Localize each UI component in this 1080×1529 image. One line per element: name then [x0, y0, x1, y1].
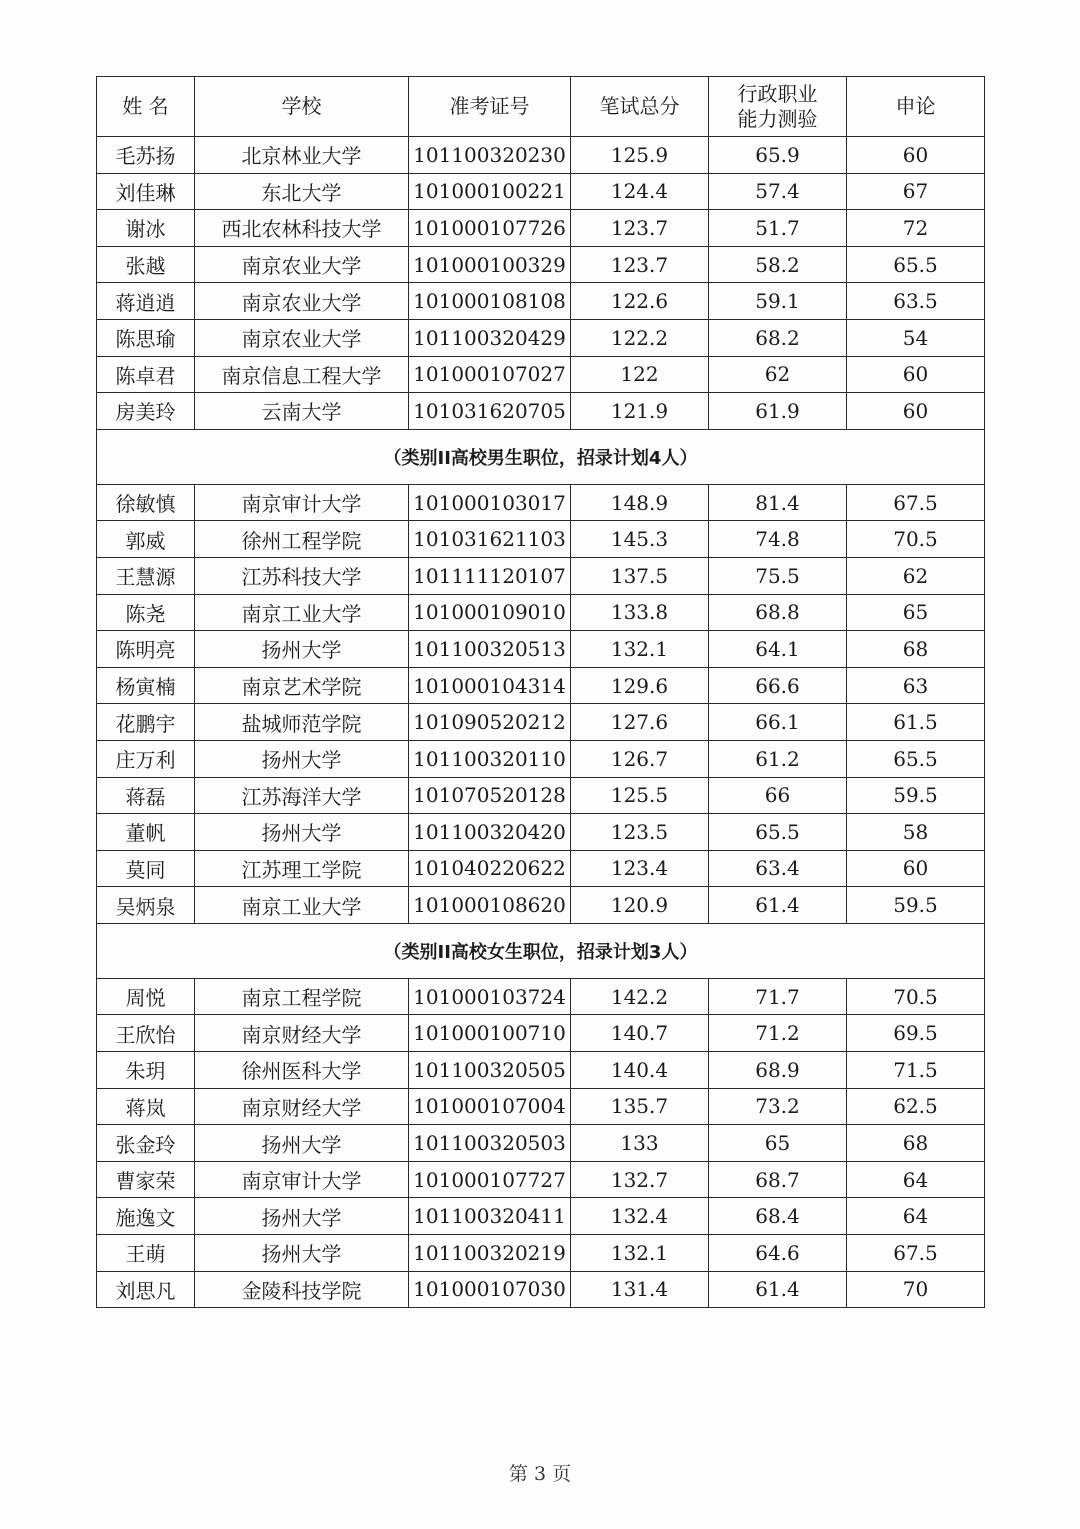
essay-cell: 63 — [847, 667, 985, 704]
exam-id-cell: 101000107030 — [409, 1271, 571, 1308]
written-total-cell: 133 — [571, 1125, 709, 1162]
section-heading-row — [97, 923, 985, 978]
exam-id-cell: 101000108620 — [409, 887, 571, 924]
table-row — [97, 1015, 985, 1052]
essay-cell: 62 — [847, 557, 985, 594]
name-cell: 郭威 — [97, 521, 195, 558]
admin-aptitude-cell: 65 — [709, 1125, 847, 1162]
essay-cell: 65 — [847, 594, 985, 631]
exam-id-cell: 101000107727 — [409, 1161, 571, 1198]
school-cell: 徐州医科大学 — [195, 1052, 409, 1089]
name-cell: 庄万利 — [97, 740, 195, 777]
header-row — [97, 77, 985, 137]
essay-cell: 60 — [847, 137, 985, 174]
table-row — [97, 319, 985, 356]
written-total-cell: 123.7 — [571, 246, 709, 283]
written-total-cell: 125.5 — [571, 777, 709, 814]
table-row — [97, 1235, 985, 1272]
exam-id-cell: 101000100221 — [409, 173, 571, 210]
name-cell: 吴炳泉 — [97, 887, 195, 924]
school-cell: 扬州大学 — [195, 631, 409, 668]
header-name: 姓 名 — [97, 77, 195, 137]
section-heading: （类别II高校男生职位，招录计划4人） — [97, 429, 985, 484]
school-cell: 南京农业大学 — [195, 319, 409, 356]
school-cell: 北京林业大学 — [195, 137, 409, 174]
exam-id-cell: 101000109010 — [409, 594, 571, 631]
table-row — [97, 137, 985, 174]
table-row — [97, 887, 985, 924]
table-row — [97, 1271, 985, 1308]
admin-aptitude-cell: 61.4 — [709, 887, 847, 924]
table-row — [97, 1198, 985, 1235]
name-cell: 谢冰 — [97, 210, 195, 247]
exam-id-cell: 101031621103 — [409, 521, 571, 558]
written-total-cell: 122.2 — [571, 319, 709, 356]
school-cell: 南京农业大学 — [195, 246, 409, 283]
essay-cell: 69.5 — [847, 1015, 985, 1052]
school-cell: 金陵科技学院 — [195, 1271, 409, 1308]
written-total-cell: 133.8 — [571, 594, 709, 631]
essay-cell: 58 — [847, 814, 985, 851]
written-total-cell: 132.1 — [571, 631, 709, 668]
exam-id-cell: 101090520212 — [409, 704, 571, 741]
name-cell: 蒋岚 — [97, 1088, 195, 1125]
written-total-cell: 123.4 — [571, 850, 709, 887]
essay-cell: 70.5 — [847, 978, 985, 1015]
section-heading: （类别II高校女生职位，招录计划3人） — [97, 923, 985, 978]
admin-aptitude-cell: 74.8 — [709, 521, 847, 558]
admin-aptitude-cell: 81.4 — [709, 484, 847, 521]
exam-id-cell: 101100320230 — [409, 137, 571, 174]
page-number: 第 3 页 — [508, 1463, 572, 1485]
essay-cell: 67.5 — [847, 1235, 985, 1272]
name-cell: 张越 — [97, 246, 195, 283]
admin-aptitude-cell: 61.4 — [709, 1271, 847, 1308]
school-cell: 南京艺术学院 — [195, 667, 409, 704]
essay-cell: 62.5 — [847, 1088, 985, 1125]
written-total-cell: 121.9 — [571, 393, 709, 430]
name-cell: 陈思瑜 — [97, 319, 195, 356]
written-total-cell: 123.5 — [571, 814, 709, 851]
table-row — [97, 484, 985, 521]
written-total-cell: 120.9 — [571, 887, 709, 924]
essay-cell: 60 — [847, 356, 985, 393]
essay-cell: 70.5 — [847, 521, 985, 558]
admin-aptitude-cell: 71.2 — [709, 1015, 847, 1052]
school-cell: 江苏科技大学 — [195, 557, 409, 594]
header-admin-aptitude — [709, 77, 847, 137]
table-row — [97, 777, 985, 814]
exam-id-cell: 101111120107 — [409, 557, 571, 594]
table-row — [97, 210, 985, 247]
table-row — [97, 356, 985, 393]
header-exam-id: 准考证号 — [409, 77, 571, 137]
written-total-cell: 140.7 — [571, 1015, 709, 1052]
exam-id-cell: 101000107726 — [409, 210, 571, 247]
exam-id-cell: 101000108108 — [409, 283, 571, 320]
admin-aptitude-cell: 66.1 — [709, 704, 847, 741]
exam-id-cell: 101000100329 — [409, 246, 571, 283]
written-total-cell: 145.3 — [571, 521, 709, 558]
essay-cell: 54 — [847, 319, 985, 356]
written-total-cell: 148.9 — [571, 484, 709, 521]
header-written-total: 笔试总分 — [571, 77, 709, 137]
essay-cell: 61.5 — [847, 704, 985, 741]
table-row — [97, 704, 985, 741]
written-total-cell: 124.4 — [571, 173, 709, 210]
name-cell: 王慧源 — [97, 557, 195, 594]
admin-aptitude-cell: 73.2 — [709, 1088, 847, 1125]
essay-cell: 70 — [847, 1271, 985, 1308]
admin-aptitude-cell: 58.2 — [709, 246, 847, 283]
name-cell: 房美玲 — [97, 393, 195, 430]
table-row — [97, 631, 985, 668]
admin-aptitude-cell: 66.6 — [709, 667, 847, 704]
name-cell: 莫同 — [97, 850, 195, 887]
exam-id-cell: 101100320503 — [409, 1125, 571, 1162]
score-table — [96, 76, 985, 1308]
name-cell: 蒋逍逍 — [97, 283, 195, 320]
written-total-cell: 122 — [571, 356, 709, 393]
admin-aptitude-cell: 65.9 — [709, 137, 847, 174]
exam-id-cell: 101100320411 — [409, 1198, 571, 1235]
school-cell: 江苏海洋大学 — [195, 777, 409, 814]
written-total-cell: 131.4 — [571, 1271, 709, 1308]
table-row — [97, 814, 985, 851]
name-cell: 刘思凡 — [97, 1271, 195, 1308]
admin-aptitude-cell: 61.9 — [709, 393, 847, 430]
school-cell: 盐城师范学院 — [195, 704, 409, 741]
written-total-cell: 129.6 — [571, 667, 709, 704]
exam-id-cell: 101000103017 — [409, 484, 571, 521]
school-cell: 南京工程学院 — [195, 978, 409, 1015]
exam-id-cell: 101000103724 — [409, 978, 571, 1015]
exam-id-cell: 101100320429 — [409, 319, 571, 356]
school-cell: 扬州大学 — [195, 1198, 409, 1235]
table-row — [97, 667, 985, 704]
written-total-cell: 140.4 — [571, 1052, 709, 1089]
admin-aptitude-cell: 64.1 — [709, 631, 847, 668]
header-school: 学校 — [195, 77, 409, 137]
admin-aptitude-cell: 63.4 — [709, 850, 847, 887]
exam-id-cell: 101100320219 — [409, 1235, 571, 1272]
written-total-cell: 122.6 — [571, 283, 709, 320]
admin-aptitude-cell: 62 — [709, 356, 847, 393]
essay-cell: 59.5 — [847, 887, 985, 924]
admin-aptitude-cell: 64.6 — [709, 1235, 847, 1272]
admin-aptitude-cell: 71.7 — [709, 978, 847, 1015]
admin-aptitude-cell: 65.5 — [709, 814, 847, 851]
admin-aptitude-cell: 51.7 — [709, 210, 847, 247]
school-cell: 扬州大学 — [195, 814, 409, 851]
exam-id-cell: 101100320505 — [409, 1052, 571, 1089]
admin-aptitude-cell: 57.4 — [709, 173, 847, 210]
name-cell: 王欣怡 — [97, 1015, 195, 1052]
table-row — [97, 246, 985, 283]
table-body — [97, 137, 985, 1308]
name-cell: 施逸文 — [97, 1198, 195, 1235]
school-cell: 南京审计大学 — [195, 1161, 409, 1198]
school-cell: 扬州大学 — [195, 740, 409, 777]
admin-aptitude-cell: 68.4 — [709, 1198, 847, 1235]
essay-cell: 65.5 — [847, 740, 985, 777]
school-cell: 南京工业大学 — [195, 887, 409, 924]
school-cell: 南京财经大学 — [195, 1015, 409, 1052]
essay-cell: 64 — [847, 1161, 985, 1198]
table-header — [97, 77, 985, 137]
name-cell: 花鹏宇 — [97, 704, 195, 741]
exam-id-cell: 101070520128 — [409, 777, 571, 814]
essay-cell: 68 — [847, 631, 985, 668]
table-row — [97, 283, 985, 320]
admin-aptitude-cell: 68.2 — [709, 319, 847, 356]
name-cell: 徐敏慎 — [97, 484, 195, 521]
written-total-cell: 132.7 — [571, 1161, 709, 1198]
admin-aptitude-cell: 61.2 — [709, 740, 847, 777]
name-cell: 朱玥 — [97, 1052, 195, 1089]
table-row — [97, 557, 985, 594]
essay-cell: 67 — [847, 173, 985, 210]
table-row — [97, 1088, 985, 1125]
admin-aptitude-cell: 68.8 — [709, 594, 847, 631]
table-row — [97, 521, 985, 558]
admin-aptitude-cell: 59.1 — [709, 283, 847, 320]
essay-cell: 60 — [847, 850, 985, 887]
name-cell: 杨寅楠 — [97, 667, 195, 704]
name-cell: 陈卓君 — [97, 356, 195, 393]
essay-cell: 68 — [847, 1125, 985, 1162]
name-cell: 周悦 — [97, 978, 195, 1015]
header-admin-aptitude-label: 行政职业能力测验 — [737, 81, 818, 131]
admin-aptitude-cell: 66 — [709, 777, 847, 814]
written-total-cell: 132.4 — [571, 1198, 709, 1235]
table-row — [97, 393, 985, 430]
school-cell: 扬州大学 — [195, 1235, 409, 1272]
admin-aptitude-cell: 75.5 — [709, 557, 847, 594]
table-row — [97, 850, 985, 887]
school-cell: 南京财经大学 — [195, 1088, 409, 1125]
school-cell: 云南大学 — [195, 393, 409, 430]
name-cell: 王萌 — [97, 1235, 195, 1272]
written-total-cell: 132.1 — [571, 1235, 709, 1272]
admin-aptitude-cell: 68.7 — [709, 1161, 847, 1198]
written-total-cell: 125.9 — [571, 137, 709, 174]
name-cell: 蒋磊 — [97, 777, 195, 814]
table-row — [97, 1125, 985, 1162]
essay-cell: 65.5 — [847, 246, 985, 283]
table-row — [97, 594, 985, 631]
exam-id-cell: 101100320110 — [409, 740, 571, 777]
school-cell: 东北大学 — [195, 173, 409, 210]
essay-cell: 59.5 — [847, 777, 985, 814]
essay-cell: 63.5 — [847, 283, 985, 320]
header-essay: 申论 — [847, 77, 985, 137]
name-cell: 陈尧 — [97, 594, 195, 631]
written-total-cell: 142.2 — [571, 978, 709, 1015]
name-cell: 董帆 — [97, 814, 195, 851]
exam-id-cell: 101000104314 — [409, 667, 571, 704]
school-cell: 南京农业大学 — [195, 283, 409, 320]
admin-aptitude-cell: 68.9 — [709, 1052, 847, 1089]
school-cell: 南京审计大学 — [195, 484, 409, 521]
table-row — [97, 978, 985, 1015]
school-cell: 西北农林科技大学 — [195, 210, 409, 247]
exam-id-cell: 101100320513 — [409, 631, 571, 668]
exam-id-cell: 101040220622 — [409, 850, 571, 887]
school-cell: 南京工业大学 — [195, 594, 409, 631]
essay-cell: 72 — [847, 210, 985, 247]
table-row — [97, 173, 985, 210]
essay-cell: 64 — [847, 1198, 985, 1235]
written-total-cell: 137.5 — [571, 557, 709, 594]
written-total-cell: 135.7 — [571, 1088, 709, 1125]
exam-id-cell: 101000100710 — [409, 1015, 571, 1052]
essay-cell: 71.5 — [847, 1052, 985, 1089]
essay-cell: 67.5 — [847, 484, 985, 521]
exam-id-cell: 101000107027 — [409, 356, 571, 393]
written-total-cell: 126.7 — [571, 740, 709, 777]
school-cell: 江苏理工学院 — [195, 850, 409, 887]
exam-id-cell: 101000107004 — [409, 1088, 571, 1125]
school-cell: 南京信息工程大学 — [195, 356, 409, 393]
exam-id-cell: 101031620705 — [409, 393, 571, 430]
written-total-cell: 127.6 — [571, 704, 709, 741]
essay-cell: 60 — [847, 393, 985, 430]
name-cell: 曹家荣 — [97, 1161, 195, 1198]
written-total-cell: 123.7 — [571, 210, 709, 247]
name-cell: 毛苏扬 — [97, 137, 195, 174]
table-row — [97, 1052, 985, 1089]
table-row — [97, 740, 985, 777]
school-cell: 扬州大学 — [195, 1125, 409, 1162]
section-heading-row — [97, 429, 985, 484]
table-row — [97, 1161, 985, 1198]
exam-id-cell: 101100320420 — [409, 814, 571, 851]
school-cell: 徐州工程学院 — [195, 521, 409, 558]
name-cell: 刘佳琳 — [97, 173, 195, 210]
name-cell: 张金玲 — [97, 1125, 195, 1162]
name-cell: 陈明亮 — [97, 631, 195, 668]
